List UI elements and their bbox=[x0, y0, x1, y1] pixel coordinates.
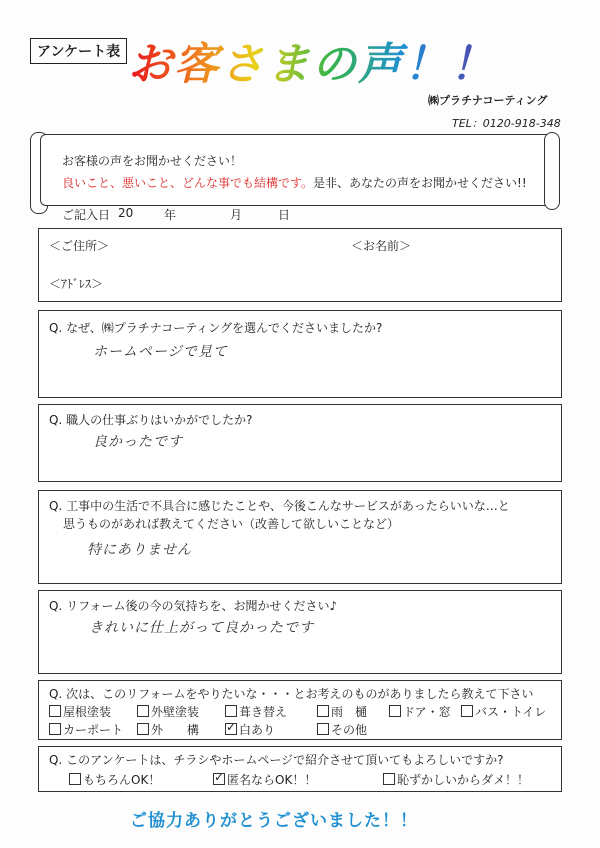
page-title: お客さまの声！！ bbox=[128, 28, 496, 92]
question-box-2 bbox=[38, 404, 562, 482]
checkbox[interactable] bbox=[225, 723, 237, 735]
date-year: 年 bbox=[164, 208, 177, 222]
answer-4: きれいに仕上がって良かったです bbox=[89, 620, 314, 636]
option-label: カーポート bbox=[63, 723, 124, 737]
date-row bbox=[62, 206, 290, 223]
question-3-line-1: Q. 工事中の生活で不具合に感じたことや、今後こんなサービスがあったらいいな…と bbox=[49, 499, 510, 513]
intro-scroll bbox=[40, 134, 552, 206]
answer-1: ホームページで見て bbox=[93, 344, 228, 360]
q6-option-1[interactable] bbox=[213, 771, 316, 788]
option-label: 外 構 bbox=[151, 723, 200, 737]
scroll-curl-right bbox=[544, 132, 560, 210]
date-year-prefix: 20 bbox=[118, 206, 134, 220]
intro-line-1: お客様の声をお聞かせください！ bbox=[62, 154, 243, 168]
q5-option-1[interactable] bbox=[137, 703, 199, 720]
question-4: Q. リフォーム後の今の気持ちを、お聞かせください♪ bbox=[49, 599, 338, 613]
question-1: Q. なぜ、㈱プラチナコーティングを選んでくださいましたか? bbox=[49, 321, 383, 335]
question-box-4 bbox=[38, 590, 562, 674]
answer-2: 良かったです bbox=[93, 434, 183, 450]
option-label: 外壁塗装 bbox=[151, 705, 200, 719]
q5-option-5[interactable] bbox=[461, 703, 546, 720]
name-label: ＜お名前＞ bbox=[351, 239, 412, 253]
address-label: ＜ご住所＞ bbox=[49, 239, 110, 253]
company-name: ㈱プラチナコーティング bbox=[428, 94, 548, 107]
q6-option-0[interactable] bbox=[69, 771, 160, 788]
checkbox[interactable] bbox=[389, 705, 401, 717]
option-label: ドア・窓 bbox=[403, 705, 451, 719]
option-label: その他 bbox=[331, 723, 368, 737]
intro-request: 是非、あなたの声をお聞かせください!! bbox=[313, 176, 527, 190]
checkbox[interactable] bbox=[225, 705, 237, 717]
option-label: 匿名ならOK！！ bbox=[227, 773, 317, 787]
option-label: 葺き替え bbox=[239, 705, 288, 719]
date-month: 月 bbox=[230, 208, 243, 222]
option-label: 白あり bbox=[239, 723, 276, 737]
checkbox[interactable] bbox=[49, 705, 61, 717]
question-box-1 bbox=[38, 310, 562, 398]
survey-label: アンケート表 bbox=[30, 38, 127, 64]
q5-option-7[interactable] bbox=[137, 721, 199, 738]
question-box-6 bbox=[38, 746, 562, 792]
question-3-line-2: 思うものがあれば教えてください（改善して欲しいことなど） bbox=[63, 517, 400, 531]
checkbox[interactable] bbox=[317, 705, 329, 717]
checkbox[interactable] bbox=[213, 773, 225, 785]
question-box-3 bbox=[38, 490, 562, 584]
question-5: Q. 次は、このリフォームをやりたいな・・・とお考えのものがありましたら教えて下さい bbox=[49, 687, 534, 701]
checkbox[interactable] bbox=[137, 705, 149, 717]
option-label: 恥ずかしいからダメ！！ bbox=[397, 773, 530, 787]
intro-line-2 bbox=[62, 174, 527, 191]
q6-option-2[interactable] bbox=[383, 771, 529, 788]
option-label: バス・トイレ bbox=[475, 705, 547, 719]
question-2: Q. 職人の仕事ぶりはいかがでしたか? bbox=[49, 413, 253, 427]
checkbox[interactable] bbox=[317, 723, 329, 735]
checkbox[interactable] bbox=[69, 773, 81, 785]
q5-option-9[interactable] bbox=[317, 721, 367, 738]
checkbox[interactable] bbox=[137, 723, 149, 735]
q5-option-8[interactable] bbox=[225, 721, 275, 738]
answer-3: 特にありません bbox=[87, 542, 192, 558]
date-day: 日 bbox=[278, 208, 291, 222]
option-label: もちろんOK！ bbox=[83, 773, 161, 787]
q5-option-4[interactable] bbox=[389, 703, 451, 720]
checkbox[interactable] bbox=[461, 705, 473, 717]
q5-option-6[interactable] bbox=[49, 721, 123, 738]
option-label: 屋根塗装 bbox=[63, 705, 112, 719]
date-label: ご記入日 bbox=[62, 208, 111, 222]
email-label: ＜ｱﾄﾞﾚｽ＞ bbox=[49, 277, 104, 291]
checkbox[interactable] bbox=[49, 723, 61, 735]
q5-option-2[interactable] bbox=[225, 703, 287, 720]
question-6: Q. このアンケートは、チラシやホームページで紹介させて頂いてもよろしいですか? bbox=[49, 753, 504, 767]
thanks-message: ご協力ありがとうございました！！ bbox=[130, 811, 418, 831]
option-label: 雨 樋 bbox=[331, 705, 368, 719]
intro-highlight: 良いこと、悪いこと、どんな事でも結構です。 bbox=[62, 176, 314, 190]
customer-box bbox=[38, 228, 562, 302]
q5-option-0[interactable] bbox=[49, 703, 111, 720]
question-box-5 bbox=[38, 680, 562, 740]
q5-option-3[interactable] bbox=[317, 703, 367, 720]
telephone: TEL：0120-918-348 bbox=[452, 117, 561, 130]
checkbox[interactable] bbox=[383, 773, 395, 785]
